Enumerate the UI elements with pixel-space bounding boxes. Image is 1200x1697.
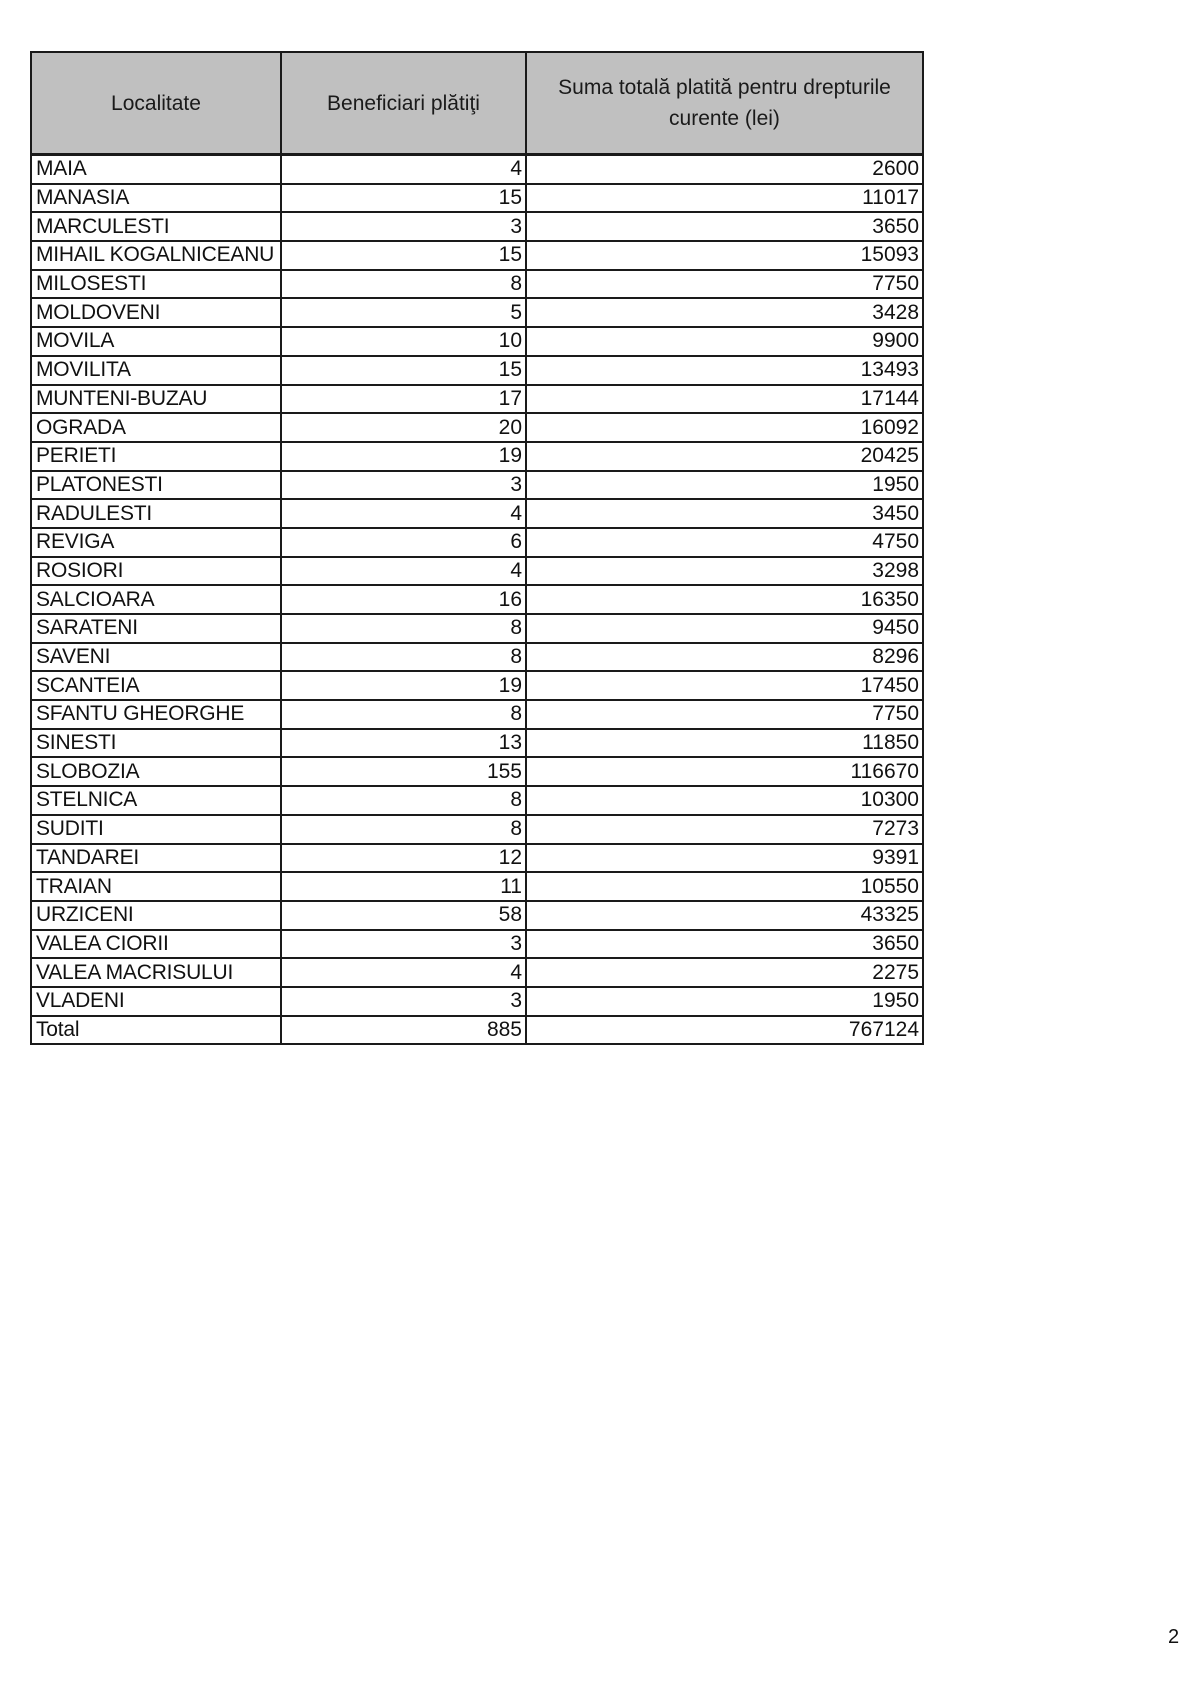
table-row: [31, 184, 923, 213]
cell-locality: SARATENI: [31, 614, 281, 643]
cell-amount: 3298: [526, 557, 923, 586]
cell-amount: 3650: [526, 930, 923, 959]
cell-locality: MANASIA: [31, 184, 281, 213]
table-row: [31, 872, 923, 901]
cell-beneficiaries: 155: [281, 757, 526, 786]
table-row: [31, 643, 923, 672]
cell-amount: 9900: [526, 327, 923, 356]
header-beneficiaries: Beneficiari plătiţi: [281, 52, 526, 155]
cell-locality: MILOSESTI: [31, 270, 281, 299]
table-row: [31, 413, 923, 442]
cell-locality: SUDITI: [31, 815, 281, 844]
cell-amount: 3428: [526, 298, 923, 327]
cell-locality: URZICENI: [31, 901, 281, 930]
table-row: [31, 499, 923, 528]
cell-locality: SFANTU GHEORGHE: [31, 700, 281, 729]
total-row: [31, 1016, 923, 1045]
table-row: [31, 212, 923, 241]
header-amount: Suma totală platită pentru drepturile curente (lei): [526, 52, 923, 155]
table-row: [31, 270, 923, 299]
cell-amount: 43325: [526, 901, 923, 930]
cell-amount: 17144: [526, 385, 923, 414]
cell-amount: 2600: [526, 155, 923, 184]
cell-amount: 7273: [526, 815, 923, 844]
table-row: [31, 729, 923, 758]
cell-beneficiaries: 6: [281, 528, 526, 557]
cell-beneficiaries: 58: [281, 901, 526, 930]
cell-locality: MOVILA: [31, 327, 281, 356]
total-beneficiaries: 885: [281, 1016, 526, 1045]
cell-locality: ROSIORI: [31, 557, 281, 586]
cell-amount: 15093: [526, 241, 923, 270]
cell-locality: PERIETI: [31, 442, 281, 471]
table-row: [31, 844, 923, 873]
cell-amount: 1950: [526, 471, 923, 500]
cell-locality: OGRADA: [31, 413, 281, 442]
total-amount: 767124: [526, 1016, 923, 1045]
cell-beneficiaries: 8: [281, 270, 526, 299]
cell-amount: 4750: [526, 528, 923, 557]
cell-beneficiaries: 4: [281, 958, 526, 987]
cell-amount: 10300: [526, 786, 923, 815]
cell-beneficiaries: 3: [281, 930, 526, 959]
cell-locality: RADULESTI: [31, 499, 281, 528]
cell-beneficiaries: 8: [281, 614, 526, 643]
payments-table: [30, 51, 924, 1045]
table-row: [31, 815, 923, 844]
cell-amount: 9450: [526, 614, 923, 643]
table-row: [31, 930, 923, 959]
cell-amount: 1950: [526, 987, 923, 1016]
cell-beneficiaries: 4: [281, 499, 526, 528]
table-row: [31, 298, 923, 327]
cell-beneficiaries: 15: [281, 241, 526, 270]
cell-locality: STELNICA: [31, 786, 281, 815]
cell-beneficiaries: 3: [281, 471, 526, 500]
table-row: [31, 241, 923, 270]
table-row: [31, 442, 923, 471]
table-row: [31, 557, 923, 586]
cell-locality: VALEA CIORII: [31, 930, 281, 959]
table-row: [31, 614, 923, 643]
cell-locality: REVIGA: [31, 528, 281, 557]
cell-locality: SAVENI: [31, 643, 281, 672]
header-row: [31, 52, 923, 155]
cell-locality: SALCIOARA: [31, 585, 281, 614]
table-row: [31, 356, 923, 385]
table-row: [31, 786, 923, 815]
cell-locality: MARCULESTI: [31, 212, 281, 241]
cell-beneficiaries: 4: [281, 557, 526, 586]
cell-amount: 11017: [526, 184, 923, 213]
cell-amount: 11850: [526, 729, 923, 758]
table-body: [31, 155, 923, 1045]
cell-amount: 9391: [526, 844, 923, 873]
header-locality: Localitate: [31, 52, 281, 155]
cell-amount: 3450: [526, 499, 923, 528]
cell-beneficiaries: 15: [281, 356, 526, 385]
cell-beneficiaries: 19: [281, 671, 526, 700]
cell-locality: SINESTI: [31, 729, 281, 758]
table-row: [31, 901, 923, 930]
cell-amount: 16092: [526, 413, 923, 442]
cell-locality: SLOBOZIA: [31, 757, 281, 786]
cell-beneficiaries: 8: [281, 786, 526, 815]
cell-amount: 3650: [526, 212, 923, 241]
cell-beneficiaries: 19: [281, 442, 526, 471]
cell-locality: MUNTENI-BUZAU: [31, 385, 281, 414]
table-row: [31, 327, 923, 356]
table-row: [31, 385, 923, 414]
cell-beneficiaries: 3: [281, 212, 526, 241]
cell-locality: TRAIAN: [31, 872, 281, 901]
cell-locality: PLATONESTI: [31, 471, 281, 500]
cell-beneficiaries: 12: [281, 844, 526, 873]
cell-locality: MAIA: [31, 155, 281, 184]
table-row: [31, 585, 923, 614]
cell-locality: TANDAREI: [31, 844, 281, 873]
cell-amount: 116670: [526, 757, 923, 786]
cell-beneficiaries: 20: [281, 413, 526, 442]
cell-amount: 17450: [526, 671, 923, 700]
table-row: [31, 155, 923, 184]
cell-amount: 7750: [526, 270, 923, 299]
table-row: [31, 471, 923, 500]
cell-beneficiaries: 16: [281, 585, 526, 614]
cell-amount: 16350: [526, 585, 923, 614]
cell-locality: MOVILITA: [31, 356, 281, 385]
table-row: [31, 757, 923, 786]
cell-locality: MIHAIL KOGALNICEANU: [31, 241, 281, 270]
cell-locality: VLADENI: [31, 987, 281, 1016]
table-row: [31, 528, 923, 557]
cell-beneficiaries: 13: [281, 729, 526, 758]
table-row: [31, 958, 923, 987]
cell-beneficiaries: 3: [281, 987, 526, 1016]
cell-beneficiaries: 5: [281, 298, 526, 327]
table-row: [31, 987, 923, 1016]
cell-amount: 13493: [526, 356, 923, 385]
cell-beneficiaries: 11: [281, 872, 526, 901]
cell-beneficiaries: 8: [281, 643, 526, 672]
table-row: [31, 671, 923, 700]
cell-amount: 8296: [526, 643, 923, 672]
table-row: [31, 700, 923, 729]
cell-beneficiaries: 4: [281, 155, 526, 184]
cell-amount: 2275: [526, 958, 923, 987]
cell-locality: MOLDOVENI: [31, 298, 281, 327]
cell-amount: 20425: [526, 442, 923, 471]
cell-beneficiaries: 8: [281, 815, 526, 844]
total-label: Total: [31, 1016, 281, 1045]
page-number: 2: [1168, 1626, 1180, 1648]
cell-locality: SCANTEIA: [31, 671, 281, 700]
cell-amount: 7750: [526, 700, 923, 729]
cell-beneficiaries: 17: [281, 385, 526, 414]
cell-locality: VALEA MACRISULUI: [31, 958, 281, 987]
cell-beneficiaries: 10: [281, 327, 526, 356]
cell-beneficiaries: 15: [281, 184, 526, 213]
cell-beneficiaries: 8: [281, 700, 526, 729]
cell-amount: 10550: [526, 872, 923, 901]
